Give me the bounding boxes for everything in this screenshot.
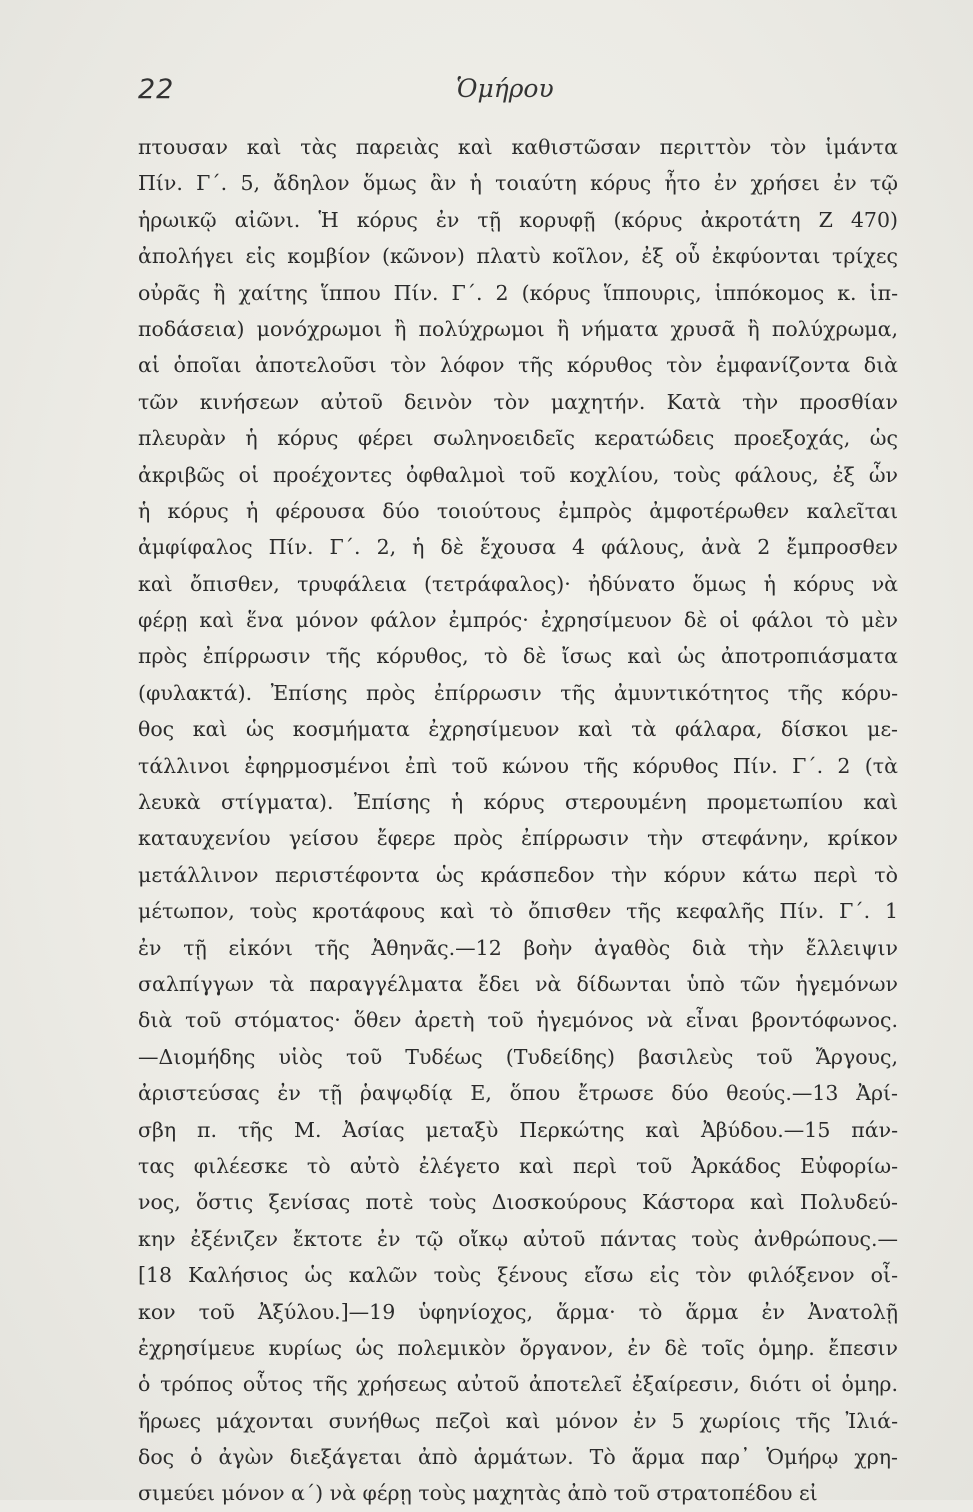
text-line: αἱ ὁποῖαι ἀποτελοῦσι τὸν λόφον τῆς κόρυθος τὸν ἐμφανίζοντα διὰ <box>138 353 898 378</box>
text-line: λευκὰ στίγματα). Ἐπίσης ἡ κόρυς στερουμένη προμετωπίου καὶ <box>138 790 898 815</box>
text-line: δος ὁ ἀγὼν διεξάγεται ἀπὸ ἁρμάτων. Τὸ ἅρμα παρ᾽ Ὁμήρῳ χρη- <box>138 1445 898 1470</box>
text-line: ἀριστεύσας ἐν τῇ ῥαψῳδίᾳ Ε, ὅπου ἔτρωσε δύο θεούς.—13 Ἀρί- <box>138 1081 898 1106</box>
text-line: ποδάσεια) μονόχρωμοι ἢ πολύχρωμοι ἢ νήματα χρυσᾶ ἢ πολύχρωμα, <box>138 316 898 341</box>
running-title: Ὁμήρου <box>456 74 554 103</box>
text-line: ἀκριβῶς οἱ προέχοντες ὀφθαλμοὶ τοῦ κοχλίου, τοὺς φάλους, ἐξ ὧν <box>138 462 898 487</box>
text-line: πλευρὰν ἡ κόρυς φέρει σωληνοειδεῖς κερατώδεις προεξοχάς, ὡς <box>138 426 898 451</box>
text-line: κον τοῦ Ἀξύλου.]—19 ὑφηνίοχος, ἅρμα· τὸ ἅρμα ἐν Ἀνατολῇ <box>138 1299 898 1324</box>
text-line: διὰ τοῦ στόματος· ὅθεν ἀρετὴ τοῦ ἡγεμόνος νὰ εἶναι βροντόφωνος. <box>138 1008 898 1033</box>
text-line: μέτωπον, τοὺς κροτάφους καὶ τὸ ὄπισθεν τῆς κεφαλῆς Πίν. Γ΄. 1 <box>138 899 898 924</box>
text-line: φέρῃ καὶ ἕνα μόνον φάλον ἐμπρός· ἐχρησίμευον δὲ οἱ φάλοι τὸ μὲν <box>138 608 898 633</box>
text-line: ἐν τῇ εἰκόνι τῆς Ἀθηνᾶς.—12 βοὴν ἀγαθὸς διὰ τὴν ἔλλειψιν <box>138 935 898 960</box>
text-line: θος καὶ ὡς κοσμήματα ἐχρησίμευον καὶ τὰ φάλαρα, δίσκοι με- <box>138 717 898 742</box>
text-line: [18 Καλήσιος ὡς καλῶν τοὺς ξένους εἴσω εἰς τὸν φιλόξενον οἶ- <box>138 1263 898 1288</box>
text-line: (φυλακτά). Ἐπίσης πρὸς ἐπίρρωσιν τῆς ἀμυντικότητος τῆς κόρυ- <box>138 680 898 705</box>
commentary-text <box>138 129 898 1512</box>
text-line: κην ἐξένιζεν ἔκτοτε ἐν τῷ οἴκῳ αὐτοῦ πάντας τοὺς ἀνθρώπους.— <box>138 1226 898 1251</box>
text-line: ἀμφίφαλος Πίν. Γ΄. 2, ἡ δὲ ἔχουσα 4 φάλους, ἀνὰ 2 ἔμπροσθεν <box>138 535 898 560</box>
text-line: νος, ὅστις ξενίσας ποτὲ τοὺς Διοσκούρους Κάστορα καὶ Πολυδεύ- <box>138 1190 898 1215</box>
text-line: —Διομήδης υἱὸς τοῦ Τυδέως (Τυδείδης) βασιλεὺς τοῦ Ἄργους, <box>138 1044 898 1069</box>
text-line: ὁ τρόπος οὗτος τῆς χρήσεως αὐτοῦ ἀποτελεῖ ἐξαίρεσιν, διότι οἱ ὁμηρ. <box>138 1372 898 1397</box>
text-line: καὶ ὄπισθεν, τρυφάλεια (τετράφαλος)· ἠδύνατο ὅμως ἡ κόρυς νὰ <box>138 571 898 596</box>
text-line: σβη π. τῆς Μ. Ἀσίας μεταξὺ Περκώτης καὶ Ἀβύδου.—15 πάν- <box>138 1117 898 1142</box>
text-line: ἡ κόρυς ἡ φέρουσα δύο τοιούτους ἐμπρὸς ἀμφοτέρωθεν καλεῖται <box>138 498 898 523</box>
page-number: 22 <box>138 74 175 105</box>
text-line: πτουσαν καὶ τὰς παρειὰς καὶ καθιστῶσαν περιττὸν τὸν ἱμάντα <box>138 135 898 159</box>
text-line: ἥρωες μάχονται συνήθως πεζοὶ καὶ μόνον ἐν 5 χωρίοις τῆς Ἰλιά- <box>138 1408 898 1433</box>
text-line: οὐρᾶς ἢ χαίτης ἵππου Πίν. Γ΄. 2 (κόρυς ἵππουρις, ἱππόκομος κ. ἱπ- <box>138 280 898 305</box>
text-line: ἐχρησίμευε κυρίως ὡς πολεμικὸν ὄργανον, ἐν δὲ τοῖς ὁμηρ. ἔπεσιν <box>138 1335 898 1360</box>
text-line: σιμεύει μόνον α΄) νὰ φέρῃ τοὺς μαχητὰς ἀπὸ τοῦ στρατοπέδου εἰ <box>138 1481 818 1506</box>
text-line: ἡρωικῷ αἰῶνι. Ἡ κόρυς ἐν τῇ κορυφῇ (κόρυς ἀκροτάτη Ζ 470) <box>138 207 898 232</box>
text-line: τῶν κινήσεων αὐτοῦ δεινὸν τὸν μαχητήν. Κατὰ τὴν προσθίαν <box>138 389 898 414</box>
text-line: Πίν. Γ΄. 5, ἄδηλον ὅμως ἂν ἡ τοιαύτη κόρυς ἦτο ἐν χρήσει ἐν τῷ <box>138 171 898 196</box>
text-line: τας φιλέεσκε τὸ αὐτὸ ἐλέγετο καὶ περὶ τοῦ Ἀρκάδος Εὐφορίω- <box>138 1153 898 1178</box>
text-line: ἀπολήγει εἰς κομβίον (κῶνον) πλατὺ κοῖλον, ἐξ οὗ ἐκφύονται τρίχες <box>138 244 898 269</box>
text-line: καταυχενίου γείσου ἔφερε πρὸς ἐπίρρωσιν τὴν στεφάνην, κρίκον <box>138 826 898 851</box>
text-line: τάλλινοι ἐφηρμοσμένοι ἐπὶ τοῦ κώνου τῆς κόρυθος Πίν. Γ΄. 2 (τὰ <box>138 753 898 778</box>
text-line: πρὸς ἐπίρρωσιν τῆς κόρυθος, τὸ δὲ ἴσως καὶ ὡς ἀποτροπιάσματα <box>138 644 898 669</box>
page-header <box>138 74 898 114</box>
text-line: μετάλλινον περιστέφοντα ὡς κράσπεδον τὴν κόρυν κάτω περὶ τὸ <box>138 862 898 887</box>
text-line: σαλπίγγων τὰ παραγγέλματα ἔδει νὰ δίδωνται ὑπὸ τῶν ἡγεμόνων <box>138 971 898 996</box>
